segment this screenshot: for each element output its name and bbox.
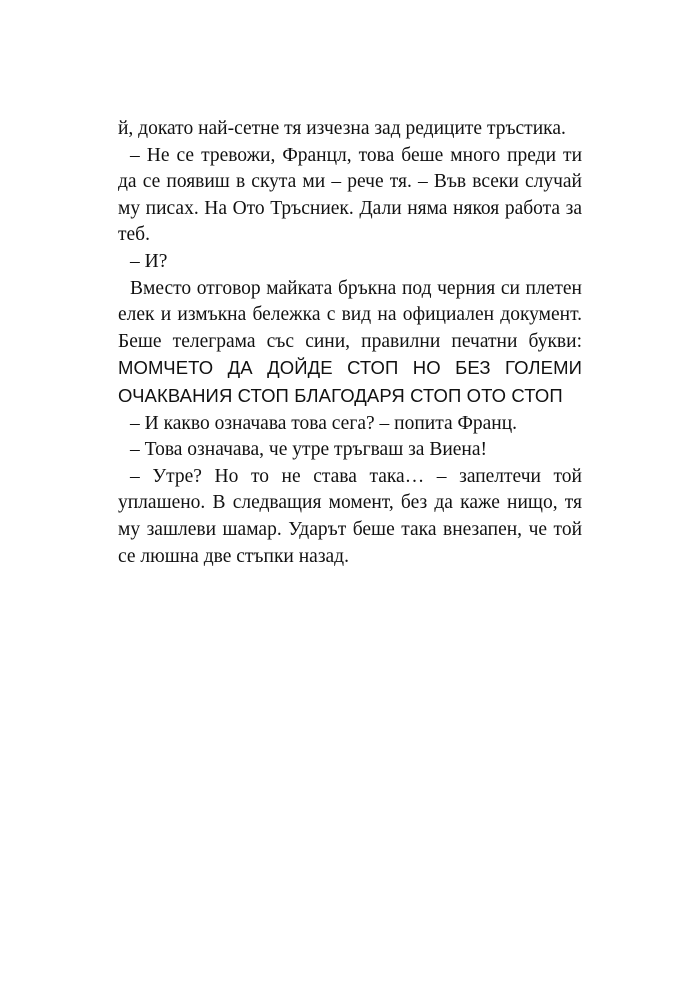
paragraph-dialogue-question: – И? [130, 250, 168, 272]
telegram-text: МОМЧЕТО ДА ДОЙДЕ СТОП НО БЕЗ ГОЛЕМИ ОЧАКВАНИЯ СТОП БЛАГОДАРЯ СТОП ОТО СТОП [118, 357, 582, 406]
paragraph-dialogue-franz: – И какво означава това сега? – попита Франц. [130, 412, 518, 434]
telegram-intro: Вместо отговор майката бръкна под черния си плетен елек и измъкна бележка с вид на официален документ. Беше телеграма със сини, правилни печатни букви: [118, 277, 582, 352]
paragraph-dialogue-vienna: – Това означава, че утре тръгваш за Виена! [130, 439, 488, 461]
paragraph-dialogue-mother: – Не се тревожи, Францл, това беше много преди ти да се появиш в скута ми – рече тя. – Във всеки случай му писах. На Ото Тръсниек. Дали няма някоя работа за теб. [118, 144, 582, 246]
paragraph-slap: – Утре? Но то не става така… – запелтечи той уплашено. В следващия момент, без да каже нищо, тя му зашлеви шамар. Ударът беше така внезапен, че той се люшна две стъпки назад. [118, 465, 582, 567]
paragraph-continuation: й, докато най-сетне тя изчезна зад редиците тръстика. [118, 118, 566, 139]
paragraph-telegram [118, 276, 582, 411]
body-text [118, 116, 582, 570]
